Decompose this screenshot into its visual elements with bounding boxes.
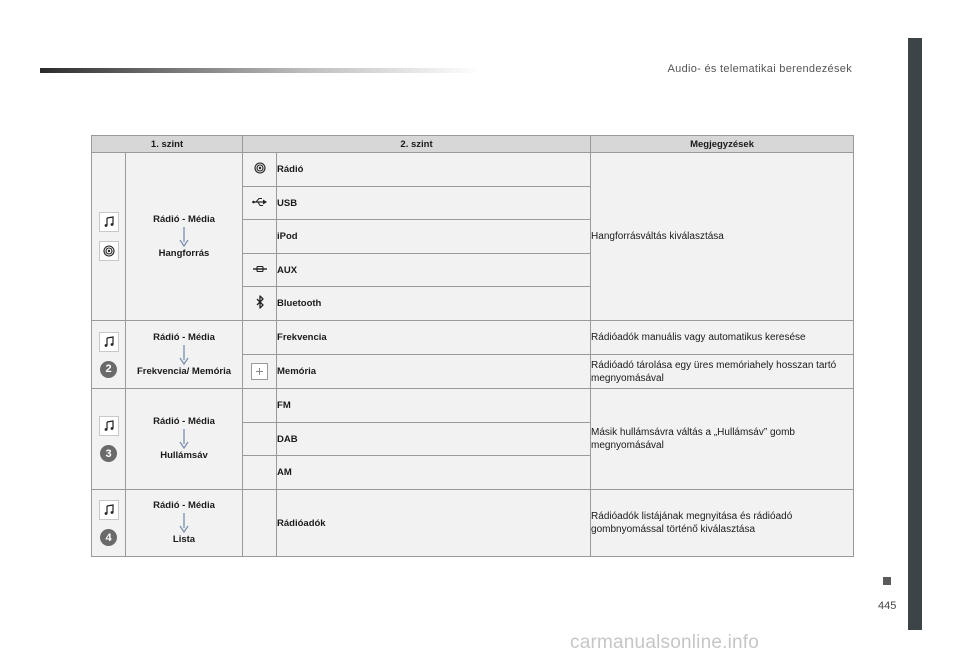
empty-icon-cell [243,389,277,423]
level2-item: Memória [277,355,591,389]
bluetooth-icon [243,287,277,321]
level2-item: Rádióadók [277,490,591,557]
level2-item: Bluetooth [277,287,591,321]
level1-menu [126,490,243,557]
level2-item: Rádió [277,153,591,187]
level2-item: iPod [277,220,591,254]
plus-icon [251,363,268,380]
header-gradient-bar [40,68,480,73]
empty-icon-cell [243,456,277,490]
section-title: Audio- és telematikai berendezések [667,63,852,75]
level1-icons [92,321,126,389]
level1-icons [92,490,126,557]
menu-label-bottom: Lista [172,534,196,545]
menu-label-bottom: Hullámsáv [160,450,208,461]
page-marker [883,577,891,585]
note-cell: Rádióadó tárolása egy üres memóriahely hosszan tartó megnyomásával [591,355,854,389]
table-row [92,153,854,187]
arrow-down-icon [126,345,242,365]
music-note-icon [99,332,119,352]
music-note-icon [99,416,119,436]
column-header-level2: 2. szint [243,136,591,153]
step-badge: 3 [100,445,117,462]
column-header-notes: Megjegyzések [591,136,854,153]
level2-item: DAB [277,423,591,456]
side-stripe [908,38,922,630]
level2-item: AM [277,456,591,490]
level2-item: FM [277,389,591,423]
menu-label-top: Rádió - Média [153,500,215,511]
level1-menu [126,389,243,490]
music-note-icon [99,500,119,520]
level2-item: Frekvencia [277,321,591,355]
radio-signal-icon [99,241,119,261]
note-cell: Rádióadók listájának megnyitása és rádióadó gombnyomással történő kiválasztása [591,490,854,557]
empty-icon-cell [243,321,277,355]
empty-icon-cell [243,423,277,456]
arrow-down-icon [126,429,242,449]
menu-table [91,135,854,557]
note-cell: Rádióadók manuális vagy automatikus keresése [591,321,854,355]
level1-menu [126,321,243,389]
music-note-icon [99,212,119,232]
usb-icon [243,187,277,220]
step-badge: 4 [100,529,117,546]
note-cell: Hangforrásváltás kiválasztása [591,153,854,321]
table-row [92,490,854,557]
aux-jack-icon [243,254,277,287]
level2-item: USB [277,187,591,220]
ipod-cell [243,220,277,254]
watermark: carmanualsonline.info [570,632,760,653]
step-badge: 2 [100,361,117,378]
radio-signal-icon [243,153,277,187]
table-row [92,389,854,423]
level1-icons [92,153,126,321]
page-number: 445 [878,600,897,612]
note-cell: Másik hullámsávra váltás a „Hullámsáv” gomb megnyomásával [591,389,854,490]
menu-label-bottom: Frekvencia/ Memória [137,365,231,377]
arrow-down-icon [126,513,242,533]
column-header-level1: 1. szint [92,136,243,153]
level1-icons [92,389,126,490]
arrow-down-icon [126,227,242,247]
memory-icon-cell [243,355,277,389]
empty-icon-cell [243,490,277,557]
menu-label-top: Rádió - Média [153,331,215,343]
table-row [92,321,854,355]
table-header-row [92,136,854,153]
menu-label-bottom: Hangforrás [158,247,210,259]
level1-menu [126,153,243,321]
menu-label-top: Rádió - Média [153,213,215,225]
menu-label-top: Rádió - Média [153,416,215,427]
level2-item: AUX [277,254,591,287]
